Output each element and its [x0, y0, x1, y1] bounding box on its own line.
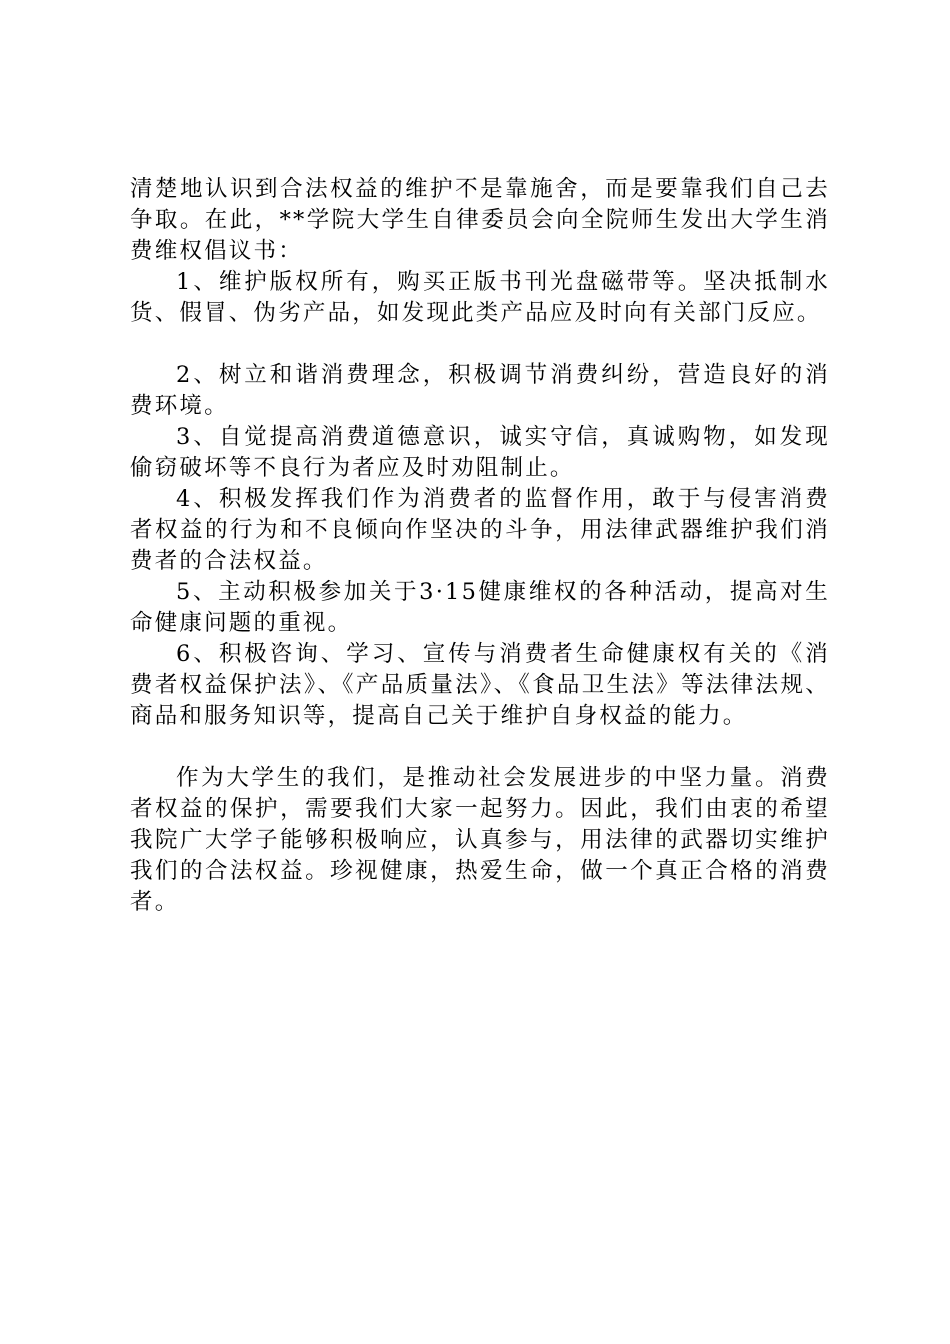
paragraph-item-2: 2、树立和谐消费理念，积极调节消费纠纷，营造良好的消费环境。 — [130, 362, 830, 419]
document-body — [130, 174, 830, 918]
paragraph-gap — [130, 329, 830, 360]
paragraph-gap — [130, 732, 830, 763]
paragraph-item-5: 5、主动积极参加关于3·15健康维权的各种活动，提高对生命健康问题的重视。 — [130, 579, 830, 636]
paragraph-item-6: 6、积极咨询、学习、宣传与消费者生命健康权有关的《消费者权益保护法》、《产品质量法》、《食品卫生法》等法律法规、商品和服务知识等，提高自己关于维护自身权益的能力。 — [130, 641, 830, 729]
paragraph-item-4: 4、积极发挥我们作为消费者的监督作用，敢于与侵害消费者权益的行为和不良倾向作坚决的斗争，用法律武器维护我们消费者的合法权益。 — [130, 486, 830, 574]
paragraph-item-1: 1、维护版权所有，购买正版书刊光盘磁带等。坚决抵制水货、假冒、伪劣产品，如发现此类产品应及时向有关部门反应。 — [130, 269, 830, 326]
paragraph-item-3: 3、自觉提高消费道德意识，诚实守信，真诚购物，如发现偷窃破坏等不良行为者应及时劝阻制止。 — [130, 424, 830, 481]
paragraph-conclusion: 作为大学生的我们，是推动社会发展进步的中坚力量。消费者权益的保护，需要我们大家一起努力。因此，我们由衷的希望我院广大学子能够积极响应，认真参与，用法律的武器切实维护我们的合法权益。珍视健康，热爱生命，做一个真正合格的消费者。 — [130, 765, 830, 915]
paragraph-intro: 清楚地认识到合法权益的维护不是靠施舍，而是要靠我们自己去争取。在此，**学院大学生自律委员会向全院师生发出大学生消费维权倡议书： — [130, 176, 830, 264]
